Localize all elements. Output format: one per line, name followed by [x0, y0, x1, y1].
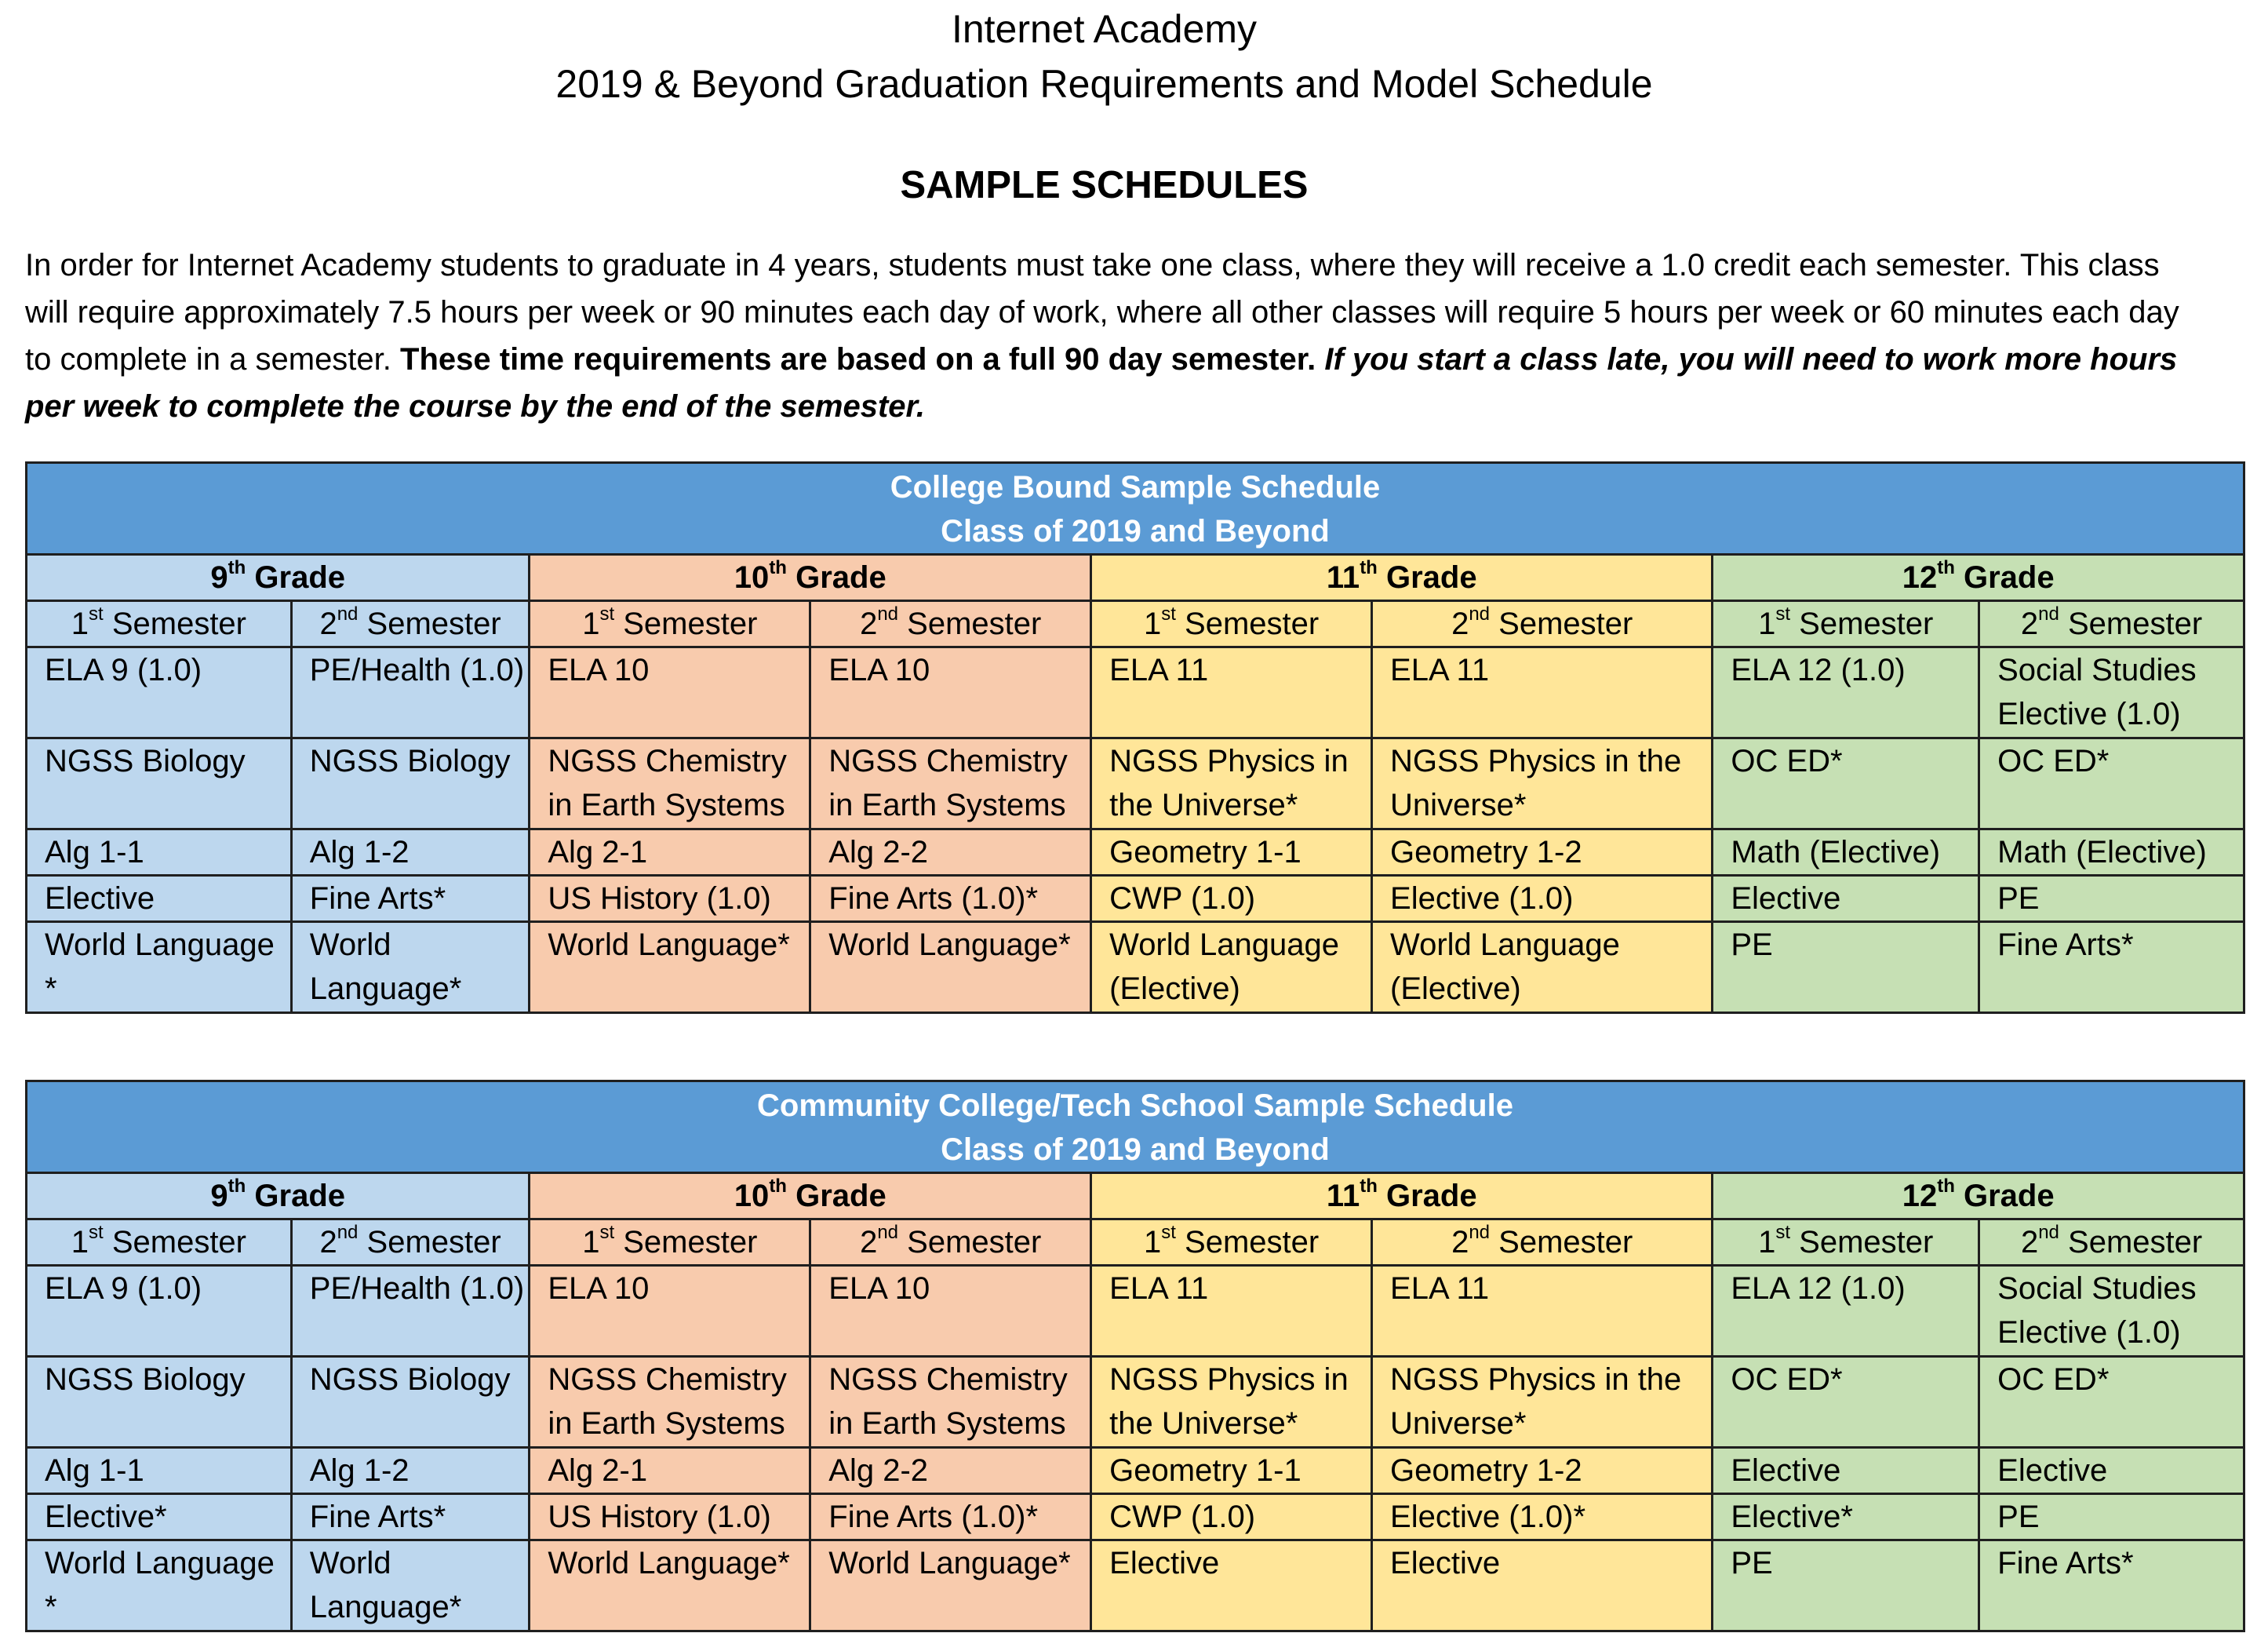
semester-header [27, 601, 292, 647]
course-cell: NGSS Chemistry in Earth Systems [530, 1357, 810, 1448]
grade-label: Grade [1964, 560, 2055, 595]
course-cell: NGSS Physics in the Universe* [1091, 1357, 1372, 1448]
semester-header [1372, 601, 1713, 647]
semester-label: Semester [1498, 607, 1633, 641]
course-cell: Fine Arts* [291, 1494, 530, 1540]
semester-suffix: nd [2038, 603, 2059, 625]
grade-suffix: th [1360, 556, 1378, 578]
semester-row [27, 601, 2244, 647]
semester-number: 1 [1143, 607, 1162, 641]
course-cell: ELA 9 (1.0) [27, 647, 292, 738]
semester-label: Semester [111, 1225, 246, 1259]
semester-label: Semester [623, 1225, 758, 1259]
semester-label: Semester [2068, 1225, 2203, 1259]
semester-suffix: st [599, 603, 615, 625]
table-row [27, 829, 2244, 876]
semester-number: 1 [582, 607, 600, 641]
semester-suffix: nd [877, 603, 899, 625]
semester-header [1713, 601, 1979, 647]
course-cell: PE [1713, 922, 1979, 1013]
course-cell: ELA 12 (1.0) [1713, 647, 1979, 738]
course-cell: Alg 2-2 [810, 829, 1091, 876]
course-cell: Geometry 1-1 [1091, 829, 1372, 876]
course-cell: ELA 12 (1.0) [1713, 1266, 1979, 1357]
table-title-cell [27, 1081, 2244, 1173]
semester-header [810, 601, 1091, 647]
semester-header [1091, 1219, 1372, 1266]
course-cell: World Language * [27, 1540, 292, 1631]
table-title: College Bound Sample Schedule [890, 470, 1381, 505]
semester-suffix: nd [877, 1221, 899, 1243]
semester-number: 2 [1451, 607, 1469, 641]
semester-suffix: st [89, 1221, 104, 1243]
semester-suffix: nd [337, 1221, 359, 1243]
grade-header [1091, 1173, 1713, 1219]
course-cell: World Language * [27, 922, 292, 1013]
course-cell: Fine Arts* [291, 876, 530, 922]
course-cell: NGSS Physics in the Universe* [1372, 738, 1713, 829]
course-cell: PE/Health (1.0) [291, 647, 530, 738]
semester-number: 1 [1758, 607, 1776, 641]
semester-suffix: nd [1469, 603, 1491, 625]
semester-suffix: st [1775, 603, 1791, 625]
course-cell: CWP (1.0) [1091, 876, 1372, 922]
course-cell: ELA 11 [1091, 1266, 1372, 1357]
course-cell: ELA 9 (1.0) [27, 1266, 292, 1357]
course-cell: Elective [1713, 876, 1979, 922]
section-heading: SAMPLE SCHEDULES [900, 164, 1309, 206]
intro-text: In order for Internet Academy students to graduate in 4 years, students must take one class, where they will receive a 1.0 credit each semester. This class will require approximately 7.5 hours per week or 90 minutes each day of work, where all other classes will require 5 hours per week or 60 minutes each day to complete in a semester. [25, 248, 2179, 377]
course-cell: NGSS Biology [291, 1357, 530, 1448]
table-header-row [27, 463, 2244, 555]
grade-header [530, 555, 1091, 601]
course-cell: World Language* [810, 922, 1091, 1013]
semester-label: Semester [1185, 607, 1320, 641]
course-cell: NGSS Biology [27, 738, 292, 829]
intro-bold-text: These time requirements are based on a full 90 day semester. [400, 342, 1316, 377]
grade-suffix: th [1937, 1175, 1955, 1197]
semester-label: Semester [366, 607, 501, 641]
course-cell: OC ED* [1713, 738, 1979, 829]
course-cell: ELA 11 [1372, 1266, 1713, 1357]
semester-number: 2 [1451, 1225, 1469, 1259]
grade-label: Grade [1964, 1179, 2055, 1213]
semester-label: Semester [907, 607, 1042, 641]
table-row [27, 738, 2244, 829]
grade-number: 10 [734, 1179, 770, 1213]
semester-label: Semester [2068, 607, 2203, 641]
course-cell: World Language (Elective) [1091, 922, 1372, 1013]
course-cell: OC ED* [1713, 1357, 1979, 1448]
course-cell: Geometry 1-2 [1372, 829, 1713, 876]
grade-label: Grade [795, 1179, 886, 1213]
semester-label: Semester [907, 1225, 1042, 1259]
table-row [27, 1357, 2244, 1448]
table-row [27, 1448, 2244, 1494]
course-cell: Elective (1.0) [1372, 876, 1713, 922]
semester-label: Semester [1185, 1225, 1320, 1259]
semester-number: 1 [71, 607, 89, 641]
course-cell: World Language* [291, 1540, 530, 1631]
intro-bold-italic-text: If you start a class late, you will need to work more hours per week to complete the course by the end of the semester. [25, 342, 2178, 424]
course-cell: World Language* [530, 922, 810, 1013]
semester-label: Semester [1799, 607, 1934, 641]
table-row [27, 647, 2244, 738]
course-cell: Fine Arts* [1979, 1540, 2244, 1631]
grade-number: 9 [210, 560, 228, 595]
course-cell: Elective [1091, 1540, 1372, 1631]
course-cell: Geometry 1-2 [1372, 1448, 1713, 1494]
grade-row [27, 1173, 2244, 1219]
course-cell: Elective [1713, 1448, 1979, 1494]
course-cell: ELA 11 [1372, 647, 1713, 738]
semester-header [1979, 601, 2244, 647]
semester-header [810, 1219, 1091, 1266]
grade-label: Grade [1385, 1179, 1477, 1213]
semester-number: 1 [1143, 1225, 1162, 1259]
course-cell: Elective [1372, 1540, 1713, 1631]
course-cell: Math (Elective) [1713, 829, 1979, 876]
course-cell: Social Studies Elective (1.0) [1979, 647, 2244, 738]
grade-number: 10 [734, 560, 770, 595]
course-cell: Fine Arts (1.0)* [810, 876, 1091, 922]
course-cell: NGSS Biology [27, 1357, 292, 1448]
course-cell: OC ED* [1979, 738, 2244, 829]
college-bound-schedule-table [25, 461, 2245, 1014]
course-cell: US History (1.0) [530, 1494, 810, 1540]
semester-number: 2 [319, 1225, 337, 1259]
semester-suffix: st [1775, 1221, 1791, 1243]
course-cell: NGSS Physics in the Universe* [1372, 1357, 1713, 1448]
semester-number: 2 [860, 607, 878, 641]
grade-number: 12 [1902, 560, 1938, 595]
school-name: Internet Academy [951, 7, 1258, 51]
table-row [27, 922, 2244, 1013]
course-cell: Elective [27, 876, 292, 922]
semester-number: 2 [2020, 607, 2039, 641]
table-row [27, 1494, 2244, 1540]
course-cell: NGSS Chemistry in Earth Systems [810, 738, 1091, 829]
course-cell: Alg 1-1 [27, 1448, 292, 1494]
semester-suffix: st [1161, 1221, 1176, 1243]
course-cell: Elective* [1713, 1494, 1979, 1540]
course-cell: ELA 10 [810, 1266, 1091, 1357]
table-header-row [27, 1081, 2244, 1173]
semester-label: Semester [366, 1225, 501, 1259]
table-row [27, 1266, 2244, 1357]
grade-label: Grade [254, 560, 345, 595]
course-cell: World Language* [530, 1540, 810, 1631]
grade-label: Grade [795, 560, 886, 595]
course-cell: ELA 11 [1091, 647, 1372, 738]
semester-header [27, 1219, 292, 1266]
course-cell: Alg 2-2 [810, 1448, 1091, 1494]
semester-label: Semester [1799, 1225, 1934, 1259]
course-cell: PE/Health (1.0) [291, 1266, 530, 1357]
grade-suffix: th [769, 556, 787, 578]
semester-number: 1 [582, 1225, 600, 1259]
community-college-schedule-table [25, 1080, 2245, 1632]
course-cell: CWP (1.0) [1091, 1494, 1372, 1540]
course-cell: Alg 1-1 [27, 829, 292, 876]
course-cell: ELA 10 [530, 1266, 810, 1357]
grade-header [1713, 555, 2244, 601]
table-subtitle: Class of 2019 and Beyond [941, 514, 1330, 549]
intro-paragraph [25, 242, 2190, 430]
semester-suffix: nd [1469, 1221, 1491, 1243]
course-cell: Elective (1.0)* [1372, 1494, 1713, 1540]
table-row [27, 1540, 2244, 1631]
grade-suffix: th [228, 556, 246, 578]
grade-header [1091, 555, 1713, 601]
semester-header [1091, 601, 1372, 647]
table-subtitle: Class of 2019 and Beyond [941, 1132, 1330, 1167]
semester-label: Semester [623, 607, 758, 641]
grade-number: 11 [1326, 560, 1360, 595]
course-cell: PE [1979, 876, 2244, 922]
semester-number: 2 [2020, 1225, 2039, 1259]
course-cell: NGSS Chemistry in Earth Systems [810, 1357, 1091, 1448]
course-cell: Alg 1-2 [291, 1448, 530, 1494]
semester-number: 1 [1758, 1225, 1776, 1259]
grade-number: 12 [1902, 1179, 1938, 1213]
grade-number: 11 [1326, 1179, 1360, 1213]
grade-suffix: th [1937, 556, 1955, 578]
semester-header [1979, 1219, 2244, 1266]
grade-row [27, 555, 2244, 601]
course-cell: OC ED* [1979, 1357, 2244, 1448]
course-cell: PE [1713, 1540, 1979, 1631]
course-cell: Alg 1-2 [291, 829, 530, 876]
semester-header [530, 1219, 810, 1266]
course-cell: Geometry 1-1 [1091, 1448, 1372, 1494]
semester-label: Semester [111, 607, 246, 641]
course-cell: World Language (Elective) [1372, 922, 1713, 1013]
course-cell: Math (Elective) [1979, 829, 2244, 876]
course-cell: NGSS Chemistry in Earth Systems [530, 738, 810, 829]
semester-label: Semester [1498, 1225, 1633, 1259]
grade-suffix: th [1360, 1175, 1378, 1197]
course-cell: ELA 10 [810, 647, 1091, 738]
course-cell: PE [1979, 1494, 2244, 1540]
grade-suffix: th [769, 1175, 787, 1197]
grade-label: Grade [254, 1179, 345, 1213]
grade-number: 9 [210, 1179, 228, 1213]
course-cell: Social Studies Elective (1.0) [1979, 1266, 2244, 1357]
semester-number: 1 [71, 1225, 89, 1259]
grade-header [27, 1173, 530, 1219]
course-cell: Elective* [27, 1494, 292, 1540]
course-cell: NGSS Physics in the Universe* [1091, 738, 1372, 829]
semester-header [530, 601, 810, 647]
semester-suffix: st [89, 603, 104, 625]
semester-suffix: st [1161, 603, 1176, 625]
semester-number: 2 [860, 1225, 878, 1259]
grade-header [530, 1173, 1091, 1219]
course-cell: World Language* [291, 922, 530, 1013]
semester-header [291, 1219, 530, 1266]
course-cell: ELA 10 [530, 647, 810, 738]
course-cell: US History (1.0) [530, 876, 810, 922]
grade-label: Grade [1385, 560, 1477, 595]
course-cell: Elective [1979, 1448, 2244, 1494]
grade-header [27, 555, 530, 601]
course-cell: Alg 2-1 [530, 829, 810, 876]
semester-row [27, 1219, 2244, 1266]
course-cell: Fine Arts* [1979, 922, 2244, 1013]
course-cell: Fine Arts (1.0)* [810, 1494, 1091, 1540]
grade-header [1713, 1173, 2244, 1219]
semester-suffix: nd [2038, 1221, 2059, 1243]
semester-header [291, 601, 530, 647]
course-cell: NGSS Biology [291, 738, 530, 829]
semester-header [1713, 1219, 1979, 1266]
course-cell: Alg 2-1 [530, 1448, 810, 1494]
document-title: 2019 & Beyond Graduation Requirements and Model Schedule [555, 62, 1653, 106]
course-cell: World Language* [810, 1540, 1091, 1631]
table-title-cell [27, 463, 2244, 555]
semester-header [1372, 1219, 1713, 1266]
semester-number: 2 [319, 607, 337, 641]
semester-suffix: st [599, 1221, 615, 1243]
grade-suffix: th [228, 1175, 246, 1197]
table-title: Community College/Tech School Sample Schedule [757, 1088, 1513, 1123]
semester-suffix: nd [337, 603, 359, 625]
table-row [27, 876, 2244, 922]
